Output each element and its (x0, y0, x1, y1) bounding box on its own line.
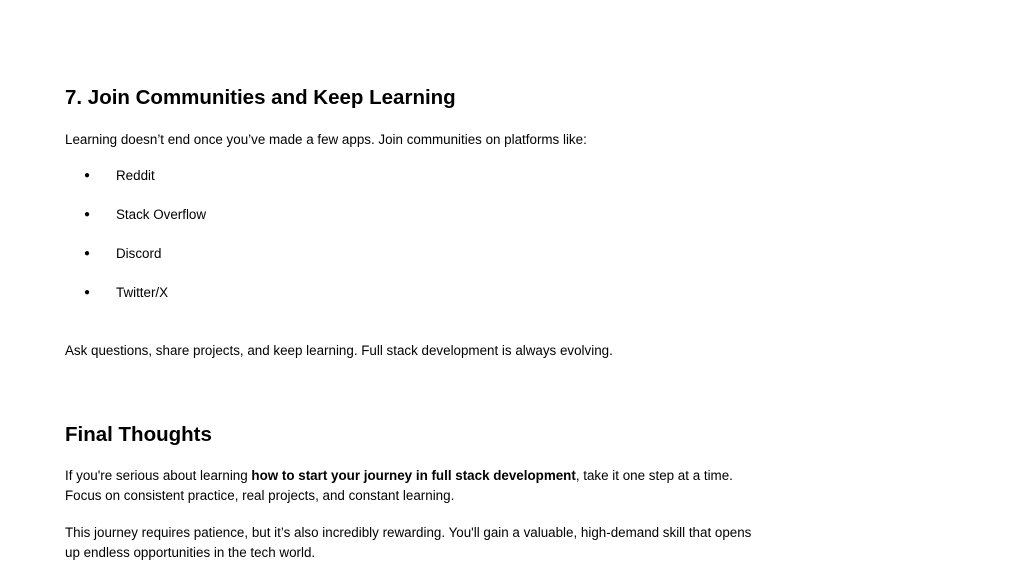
bullet-icon: ● (84, 248, 91, 259)
list-item-label: Reddit (116, 168, 155, 183)
bold-keyword-phrase: how to start your journey in full stack development (251, 468, 576, 483)
section-heading-final-thoughts: Final Thoughts (65, 423, 212, 446)
section-heading-communities: 7. Join Communities and Keep Learning (65, 86, 456, 109)
communities-outro-paragraph: Ask questions, share projects, and keep learning. Full stack development is always evolving. (65, 343, 613, 358)
bullet-icon: ● (84, 170, 91, 181)
paragraph-text: If you're serious about learning (65, 468, 252, 483)
paragraph-text: , take it one step at a time. Focus on consistent practice, real projects, and constant learning. (65, 468, 733, 503)
final-thoughts-paragraph-1 (65, 466, 765, 505)
list-item-label: Stack Overflow (116, 207, 207, 222)
final-thoughts-paragraph-2: This journey requires patience, but it’s also incredibly rewarding. You'll gain a valuable, high-demand skill that opens up endless opportunities in the tech world. (65, 525, 752, 560)
communities-intro-paragraph: Learning doesn’t end once you’ve made a few apps. Join communities on platforms like: (65, 132, 587, 147)
bullet-icon: ● (84, 209, 91, 220)
list-item-label: Discord (116, 246, 162, 261)
bullet-icon: ● (84, 287, 91, 298)
list-item-label: Twitter/X (116, 285, 169, 300)
